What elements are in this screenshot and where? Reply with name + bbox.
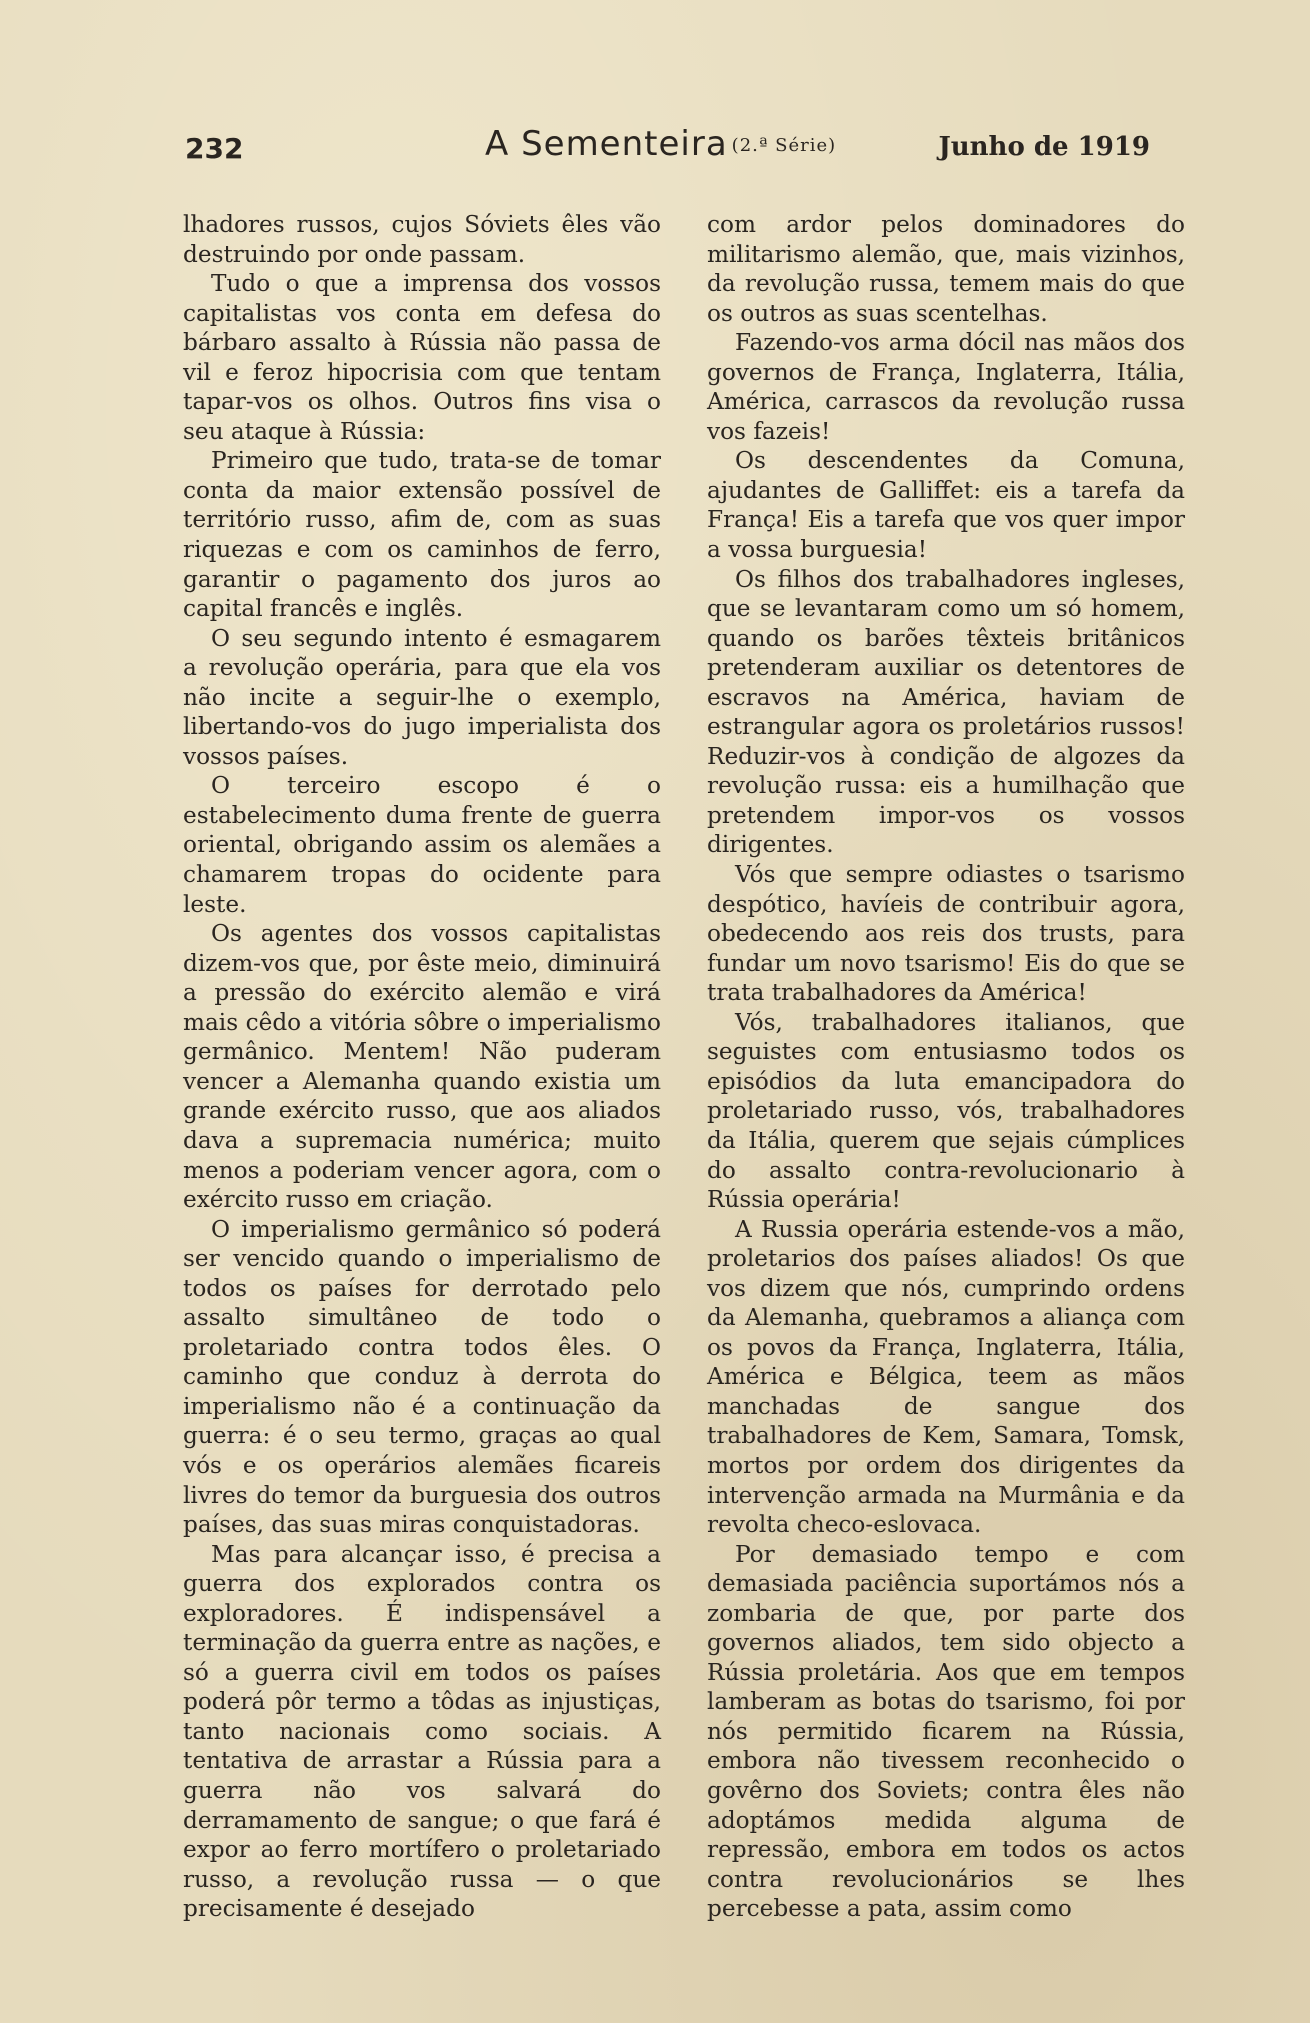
paragraph: Tudo o que a imprensa dos vossos capitalistas vos conta em defesa do bárbaro assalto à Rússia não passa de vil e feroz hipocrisia com que tentam tapar-vos os olhos. Outros fins visa o seu ataque à Rússia:	[183, 270, 661, 445]
right-column	[707, 210, 1185, 1924]
paragraph: O terceiro escopo é o estabelecimento duma frente de guerra oriental, obrigando assim os alemães a chamarem tropas do ocidente para leste.	[183, 772, 661, 918]
paragraph: Por demasiado tempo e com demasiada paciência suportámos nós a zombaria de que, por parte dos governos aliados, tem sido objecto a Rússia proletária. Aos que em tempos lamberam as botas do tsarismo, foi por nós permitido ficarem na Rússia, embora não tivessem reconhecido o govêrno dos Soviets; contra êles não adoptámos medida alguma de repressão, embora em todos os actos contra revolucionários se lhes percebesse a pata, assim como	[707, 1540, 1185, 1923]
paragraph: lhadores russos, cujos Sóviets êles vão destruindo por onde passam.	[183, 211, 661, 268]
journal-title	[485, 124, 836, 164]
paragraph: O imperialismo germânico só poderá ser vencido quando o imperialismo de todos os países for derrotado pelo assalto simultâneo de todo o proletariado contra todos êles. O caminho que conduz à derrota do imperialismo não é a continuação da guerra: é o seu termo, graças ao qual vós e os operários alemães ficareis livres do temor da burguesia dos outros países, das suas miras conquistadoras.	[183, 1215, 661, 1539]
paragraph: Os filhos dos trabalhadores ingleses, que se levantaram como um só homem, quando os barões têxteis britânicos pretenderam auxiliar os detentores de escravos na América, haviam de estrangular agora os proletários russos! Reduzir-vos à condição de algozes da revolução russa: eis a humilhação que pretendem impor-vos os vossos dirigentes.	[707, 565, 1185, 859]
paragraph: com ardor pelos dominadores do militarismo alemão, que, mais vizinhos, da revolução russa, temem mais do que os outros as suas scentelhas.	[707, 211, 1185, 327]
journal-title-text: A Sementeira	[485, 124, 728, 164]
paragraph: Vós, trabalhadores italianos, que seguistes com entusiasmo todos os episódios da luta emancipadora do proletariado russo, vós, trabalhadores da Itália, querem que sejais cúmplices do assalto contra-revolucionario à Rússia operária!	[707, 1008, 1185, 1214]
page-header	[185, 124, 1150, 174]
series-label: (2.ª Série)	[731, 135, 837, 156]
paragraph: Fazendo-vos arma dócil nas mãos dos governos de França, Inglaterra, Itália, América, carrascos da revolução russa vos fazeis!	[707, 329, 1185, 445]
paragraph: O seu segundo intento é esmagarem a revolução operária, para que ela vos não incite a seguir-lhe o exemplo, libertando-vos do jugo imperialista dos vossos países.	[183, 624, 661, 770]
paragraph: Primeiro que tudo, trata-se de tomar conta da maior extensão possível de território russo, afim de, com as suas riquezas e com os caminhos de ferro, garantir o pagamento dos juros ao capital francês e inglês.	[183, 447, 661, 623]
page-number: 232	[185, 132, 244, 165]
paragraph: Mas para alcançar isso, é precisa a guerra dos explorados contra os exploradores. É indispensável a terminação da guerra entre as nações, e só a guerra civil em todos os países poderá pôr termo a tôdas as injustiças, tanto nacionais como sociais. A tentativa de arrastar a Rússia para a guerra não vos salvará do derramamento de sangue; o que fará é expor ao ferro mortífero o proletariado russo, a revolução russa — o que precisamente é desejado	[183, 1540, 661, 1923]
issue-date: Junho de 1919	[938, 132, 1150, 162]
paragraph: Vós que sempre odiastes o tsarismo despótico, havíeis de contribuir agora, obedecendo aos reis dos trusts, para fundar um novo tsarismo! Eis do que se trata trabalhadores da América!	[707, 861, 1185, 1007]
paragraph: Os agentes dos vossos capitalistas dizem-vos que, por êste meio, diminuirá a pressão do exército alemão e virá mais cêdo a vitória sôbre o imperialismo germânico. Mentem! Não puderam vencer a Alemanha quando existia um grande exército russo, que aos aliados dava a supremacia numérica; muito menos a poderiam vencer agora, com o exército russo em criação.	[183, 920, 661, 1214]
paragraph: Os descendentes da Comuna, ajudantes de Galliffet: eis a tarefa da França! Eis a tarefa que vos quer impor a vossa burguesia!	[707, 447, 1185, 564]
paragraph: A Russia operária estende-vos a mão, proletarios dos países aliados! Os que vos dizem que nós, cumprindo ordens da Alemanha, quebramos a aliança com os povos da França, Inglaterra, Itália, América e Bélgica, teem as mãos manchadas de sangue dos trabalhadores de Kem, Samara, Tomsk, mortos por ordem dos dirigentes da intervenção armada na Murmânia e da revolta checo-eslovaca.	[707, 1215, 1185, 1539]
left-column	[183, 210, 661, 1924]
